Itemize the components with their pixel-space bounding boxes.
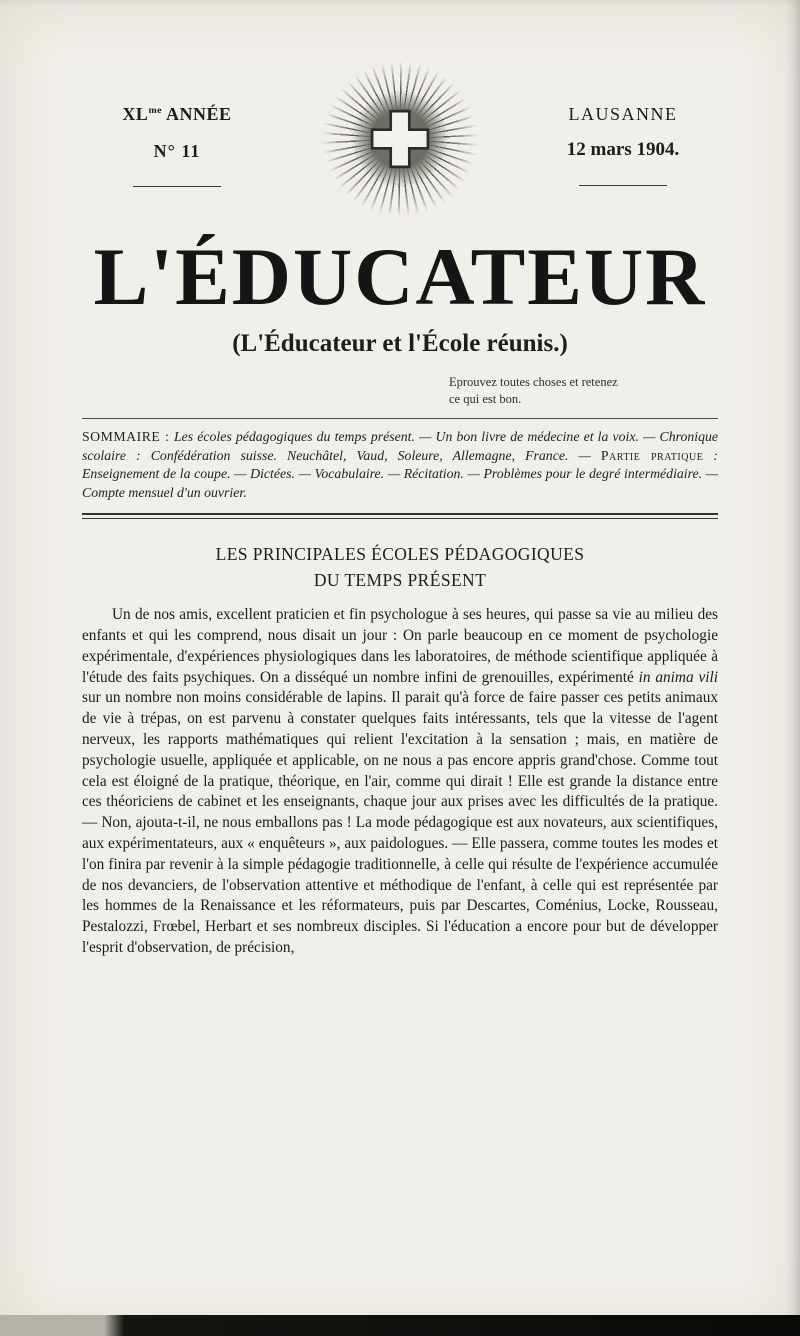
issue-number: N° 11 [153,141,201,161]
year-suffix: ANNÉE [162,104,232,124]
masthead [82,56,718,220]
publication-date: 12 mars 1904. [566,139,680,160]
volume-year [82,104,272,125]
swiss-cross-icon [369,108,431,170]
article-title-line-1: LES PRINCIPALES ÉCOLES PÉDAGOGIQUES [215,543,585,564]
sommaire [82,428,718,503]
article-body [82,605,718,959]
right-divider [579,185,667,186]
swiss-cross-emblem [319,58,481,220]
article-title-line-2: DU TEMPS PRÉSENT [313,570,487,590]
year-prefix: XL [122,104,149,124]
sommaire-top-rule [82,418,718,419]
article-title [82,541,718,594]
sommaire-part-1: Les écoles pédagogiques du temps présent. — Un bon livre de médecine et la voix. — Chronique scolaire : Confédération suisse. Neuchâtel, Vaud, Soleure, Allemagne, France. — [82,428,718,463]
issue-info-right [528,104,718,186]
article-body-part-1: Un de nos amis, excellent praticien et fin psychologue à ses heures, qui passe sa vie au milieu des enfants et qui les comprend, nous disait un jour : On parle beaucoup en ce moment de psychologie expérimentale, d'expériences physiologiques dans les laboratoires, de méthode scientifique appliquée à l'étude des faits psychiques. On a disséqué un nombre infini de grenouilles, expérimenté [82,606,718,686]
sommaire-label: SOMMAIRE : [82,428,174,444]
scan-edge-artifact [0,1315,800,1336]
left-divider [133,186,221,187]
sommaire-part-2: : Enseignement de la coupe. — Dictées. — Vocabulaire. — Récitation. — Problèmes pour le degré intermédiaire. — Compte mensuel d'un ouvrier. [82,447,719,500]
issue-info-left [82,104,272,187]
motto-line-2: ce qui est bon. [449,391,522,406]
motto-line-1: Eprouvez toutes choses et retenez [449,375,618,389]
year-ordinal: me [148,105,163,116]
motto [449,374,704,408]
sommaire-partie-pratique: Partie pratique [600,447,704,463]
journal-title: L'ÉDUCATEUR [93,231,707,322]
journal-subtitle: (L'Éducateur et l'École réunis.) [232,330,568,357]
publication-place: LAUSANNE [568,104,678,124]
article-body-part-2: sur un nombre non moins considérable de lapins. Il parait qu'à force de faire passer ces petits animaux de vie à trépas, on est parvenu à constater quelques faits intéressants, tels que la vitesse de l'agent nerveux, les rapports mathématiques qui relient l'excitation à la sensation ; mais, en matière de psychologie usuelle, appliquée et applicable, on ne nous a pas encore appris grand'chose. Comme tout cela est éloigné de la pratique, théorique, en l'air, comme qui dirait ! Elle est grande la distance entre ces théoriciens de cabinet et les enseignants, chaque jour aux prises avec les difficultés de la pratique. — Non, ajouta-t-il, ne nous emballons pas ! La mode pédagogique est aux novateurs, aux scientifiques, aux expérimentateurs, aux « enquêteurs », aux paidologues. — Elle passera, comme toutes les modes et l'on finira par revenir à la simple pédagogie traditionnelle, à celle qui résulte de l'expérience accumulée de nos devanciers, de l'observation attentive et méthodique de l'enfant, à celle qui est représentée par les hommes de la Renaissance et les réformateurs, puis par Descartes, Coménius, Locke, Rousseau, Pestalozzi, Frœbel, Herbart et ses nombreux disciples. Si l'éducation a encore pour but de développer l'esprit d'observation, de précision, [82,689,718,956]
sommaire-bottom-double-rule [82,513,718,519]
article-body-latin-phrase: in anima vili [638,668,718,686]
